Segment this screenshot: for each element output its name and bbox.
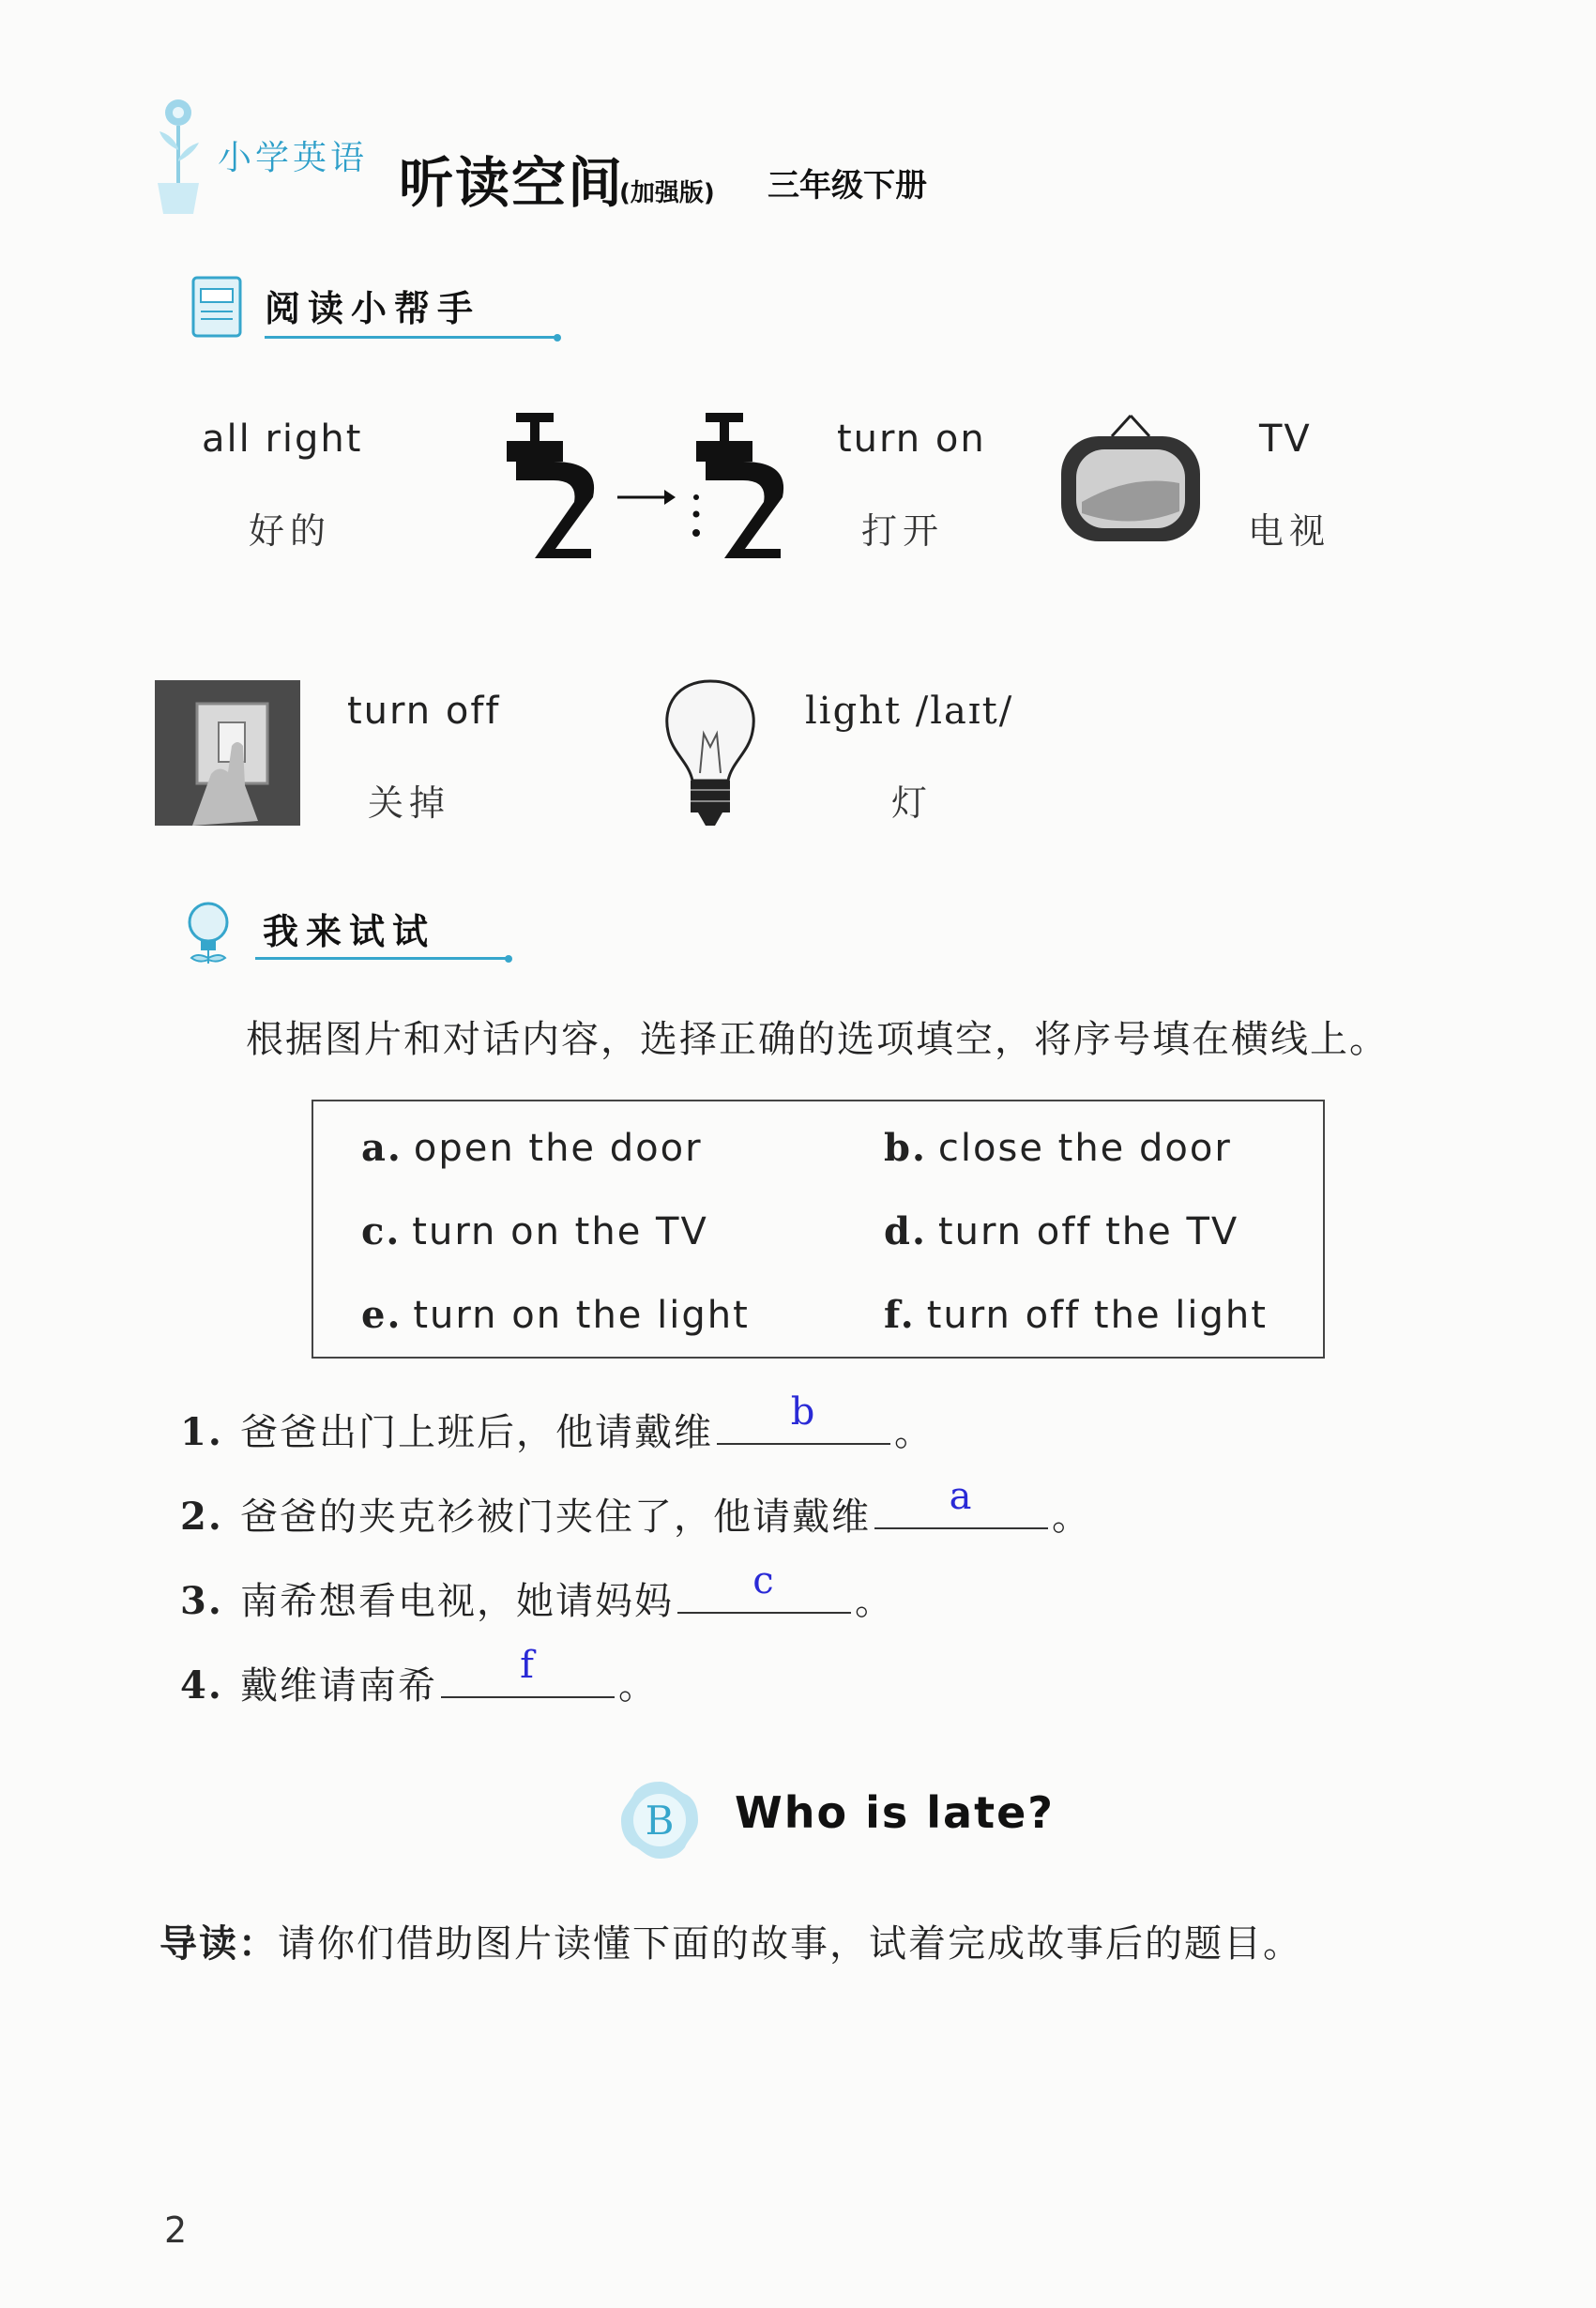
section-b-letter: B (645, 1798, 675, 1844)
question-2: 2. 爸爸的夹克衫被门夹住了，他请戴维 a 。 (180, 1475, 1091, 1539)
guide-text: 导读：请你们借助图片读懂下面的故事，试着完成故事后的题目。 (160, 1922, 1302, 1966)
page-number: 2 (164, 2209, 188, 2251)
light-bulb-icon (657, 676, 765, 830)
grade-label: 三年级下册 (768, 167, 927, 205)
section-b-badge-icon (617, 1778, 702, 1862)
vocab-all-right-cn: 好的 (249, 510, 332, 552)
option-a: a. open the door (361, 1126, 703, 1170)
option-b: b. close the door (884, 1126, 1232, 1170)
question-3: 3. 南希想看电视，她请妈妈 c 。 (180, 1559, 894, 1623)
answer-blank-1[interactable]: b (717, 1404, 890, 1445)
faucet-turn-on-icon (488, 403, 798, 563)
option-c: c. turn on the TV (361, 1209, 708, 1253)
vocab-turn-on: turn on (837, 418, 986, 461)
tryit-underline-dot (505, 955, 512, 963)
book-edition: (加强版) (619, 179, 715, 207)
series-name: 小学英语 (218, 139, 369, 177)
question-1: 1. 爸爸出门上班后，他请戴维 b 。 (180, 1390, 934, 1454)
lightbulb-heading-icon (178, 896, 238, 967)
vocab-tv-cn: 电视 (1248, 510, 1331, 552)
answer-blank-3[interactable]: c (677, 1572, 851, 1614)
option-f: f. turn off the light (884, 1293, 1268, 1337)
guide-label: 导读： (160, 1922, 278, 1966)
tv-icon (1056, 408, 1206, 549)
helper-heading: 阅读小帮手 (265, 288, 481, 329)
option-d: d. turn off the TV (884, 1209, 1239, 1253)
vocab-turn-off: turn off (347, 690, 501, 733)
vocab-tv: TV (1259, 418, 1312, 461)
book-title: 听读空间 (399, 151, 625, 215)
book-icon (188, 272, 248, 343)
light-switch-icon (155, 680, 300, 826)
tryit-underline (255, 957, 509, 960)
section-b-title: Who is late? (735, 1787, 1055, 1838)
helper-underline (265, 336, 555, 339)
question-4: 4. 戴维请南希 f 。 (180, 1644, 658, 1708)
tryit-heading: 我来试试 (263, 911, 436, 952)
vocab-turn-on-cn: 打开 (861, 510, 945, 552)
helper-underline-dot (554, 334, 561, 342)
answer-blank-4[interactable]: f (441, 1657, 615, 1698)
answer-blank-2[interactable]: a (874, 1488, 1048, 1529)
vocab-turn-off-cn: 关掉 (368, 782, 451, 824)
option-e: e. turn on the light (361, 1293, 750, 1337)
tryit-instruction: 根据图片和对话内容，选择正确的选项填空，将序号填在横线上。 (246, 1018, 1389, 1061)
vocab-light-cn: 灯 (891, 782, 934, 824)
vocab-light: light /laɪt/ (805, 690, 1014, 733)
flower-pot-icon (150, 94, 206, 216)
vocab-all-right: all right (202, 418, 363, 461)
